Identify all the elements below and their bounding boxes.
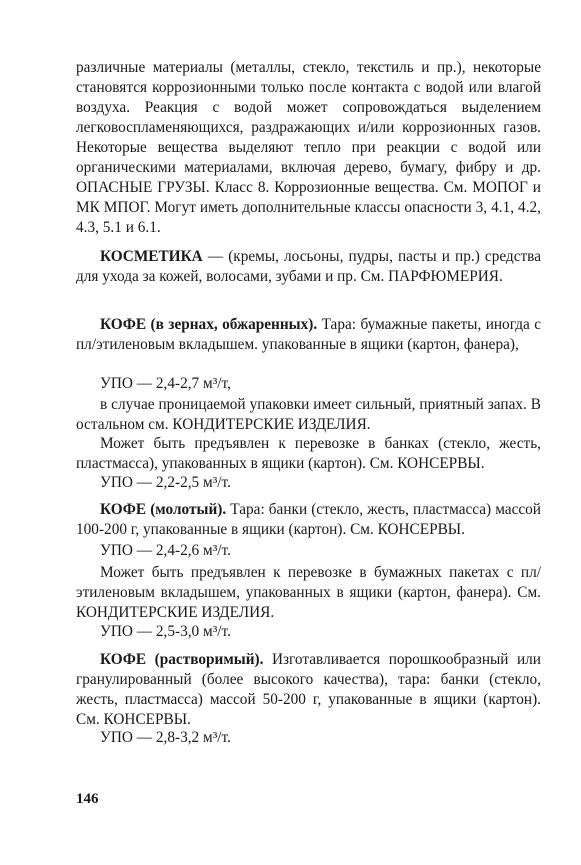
note-coffee-beans-2: Может быть предъявлен к перевозке в банках (стекло, жесть, пластмасса), упакованных в ящики (картон). См. КОНСЕРВЫ. [76,435,541,472]
page-number: 146 [76,791,99,807]
entry-coffee-instant [76,650,541,730]
entry-text-coffee-beans: Тара: бумажные пакеты, иногда с пл/этиленовым вкладышем. упакованные в ящики (картон, фанера), [76,316,541,353]
entry-text-coffee-instant: Изготавливается порошкообразный или гранулированный (более высокого качества), тара: банки (стекло, жесть, пластмасса) массой 50-200 г, упакованные в ящики (картон). См. КОНСЕРВЫ. [76,651,541,728]
upo-coffee-beans-1: УПО — 2,4-2,7 м³/т, [100,375,231,392]
upo-coffee-beans-2: УПО — 2,2-2,5 м³/т. [100,474,231,491]
upo-coffee-ground-2: УПО — 2,5-3,0 м³/т. [100,623,231,640]
intro-paragraph [76,58,541,238]
entry-text-coffee-ground: Тара: банки (стекло, жесть, пластмасса) массой 100-200 г, упакованные в ящики (картон). См. КОНСЕРВЫ. [76,501,541,538]
entry-term-coffee-instant: КОФЕ (растворимый). [100,651,264,668]
upo-coffee-ground-1: УПО — 2,4-2,6 м³/т. [100,542,231,559]
note-coffee-beans-1: в случае проницаемой упаковки имеет сильный, приятный запах. В остальном см. КОНДИТЕРСКИЕ ИЗДЕЛИЯ. [76,396,541,433]
intro-text: различные материалы (металлы, стекло, текстиль и пр.), некоторые становятся коррозионными только после контакта с водой или влагой воздуха. Реакция с водой может сопровождаться выделением легковоспламеняющихся, раздражающих и/или коррозионных газов. Некоторые вещества выделяют тепло при реакции с водой или органическими материалами, включая дерево, бумагу, фибру и др. ОПАСНЫЕ ГРУЗЫ. Класс 8. Коррозионные вещества. См. МОПОГ и МК МПОГ. Могут иметь дополнительные классы опасности 3, 4.1, 4.2, 4.3, 5.1 и 6.1. [76,59,541,236]
entry-cosmetics [76,247,541,287]
entry-coffee-beans [76,315,541,355]
upo-coffee-instant-1: УПО — 2,8-3,2 м³/т. [100,729,231,746]
entry-term-coffee-beans: КОФЕ (в зернах, обжаренных). [100,316,318,333]
entry-term-cosmetics: КОСМЕТИКА [100,248,203,265]
entry-text-cosmetics: — (кремы, лосьоны, пудры, пасты и пр.) средства для ухода за кожей, волосами, зубами и пр. См. ПАРФЮМЕРИЯ. [76,248,541,285]
entry-term-coffee-ground: КОФЕ (молотый). [100,501,227,518]
note-coffee-ground-1: Может быть предъявлен к перевозке в бумажных пакетах с пл/этиленовым вкладышем, упакованных в ящики (картон, фанера). См. КОНДИТЕРСКИЕ ИЗДЕЛИЯ. [76,564,541,621]
entry-coffee-ground [76,500,541,540]
